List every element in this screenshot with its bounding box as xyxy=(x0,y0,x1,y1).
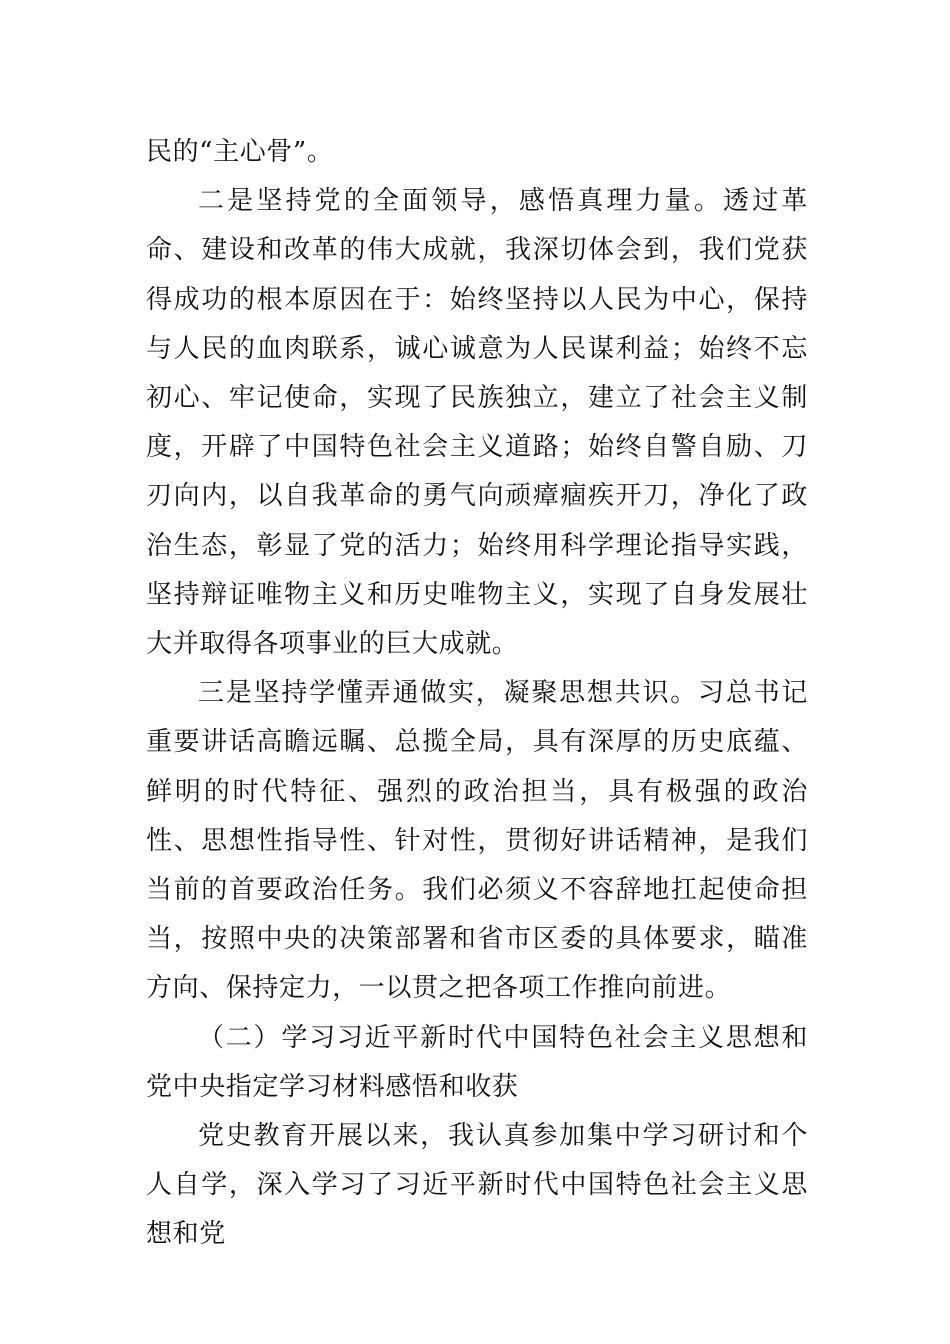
document-body xyxy=(146,128,808,1260)
paragraph-point-two: 二是坚持党的全面领导，感悟真理力量。透过革命、建设和改革的伟大成就，我深切体会到，我们党获得成功的根本原因在于：始终坚持以人民为中心，保持与人民的血肉联系，诚心诚意为人民谋利益；始终不忘初心、牢记使命，实现了民族独立，建立了社会主义制度，开辟了中国特色社会主义道路；始终自警自励、刀刃向内，以自我革命的勇气向顽瘴痼疾开刀，净化了政治生态，彰显了党的活力；始终用科学理论指导实践，坚持辩证唯物主义和历史唯物主义，实现了自身发展壮大并取得各项事业的巨大成就。 xyxy=(146,186,808,660)
paragraph-point-three: 三是坚持学懂弄通做实，凝聚思想共识。习总书记重要讲话高瞻远瞩、总揽全局，具有深厚的历史底蕴、鲜明的时代特征、强烈的政治担当，具有极强的政治性、思想性指导性、针对性，贯彻好讲话精神，是我们当前的首要政治任务。我们必须义不容辞地扛起使命担当，按照中央的决策部署和省市区委的具体要求，瞄准方向、保持定力，一以贯之把各项工作推向前进。 xyxy=(146,678,808,1004)
paragraph-study-intro: 党史教育开展以来，我认真参加集中学习研讨和个人自学，深入学习了习近平新时代中国特色社会主义思想和党 xyxy=(146,1121,808,1250)
section-heading-two: （二）学习习近平新时代中国特色社会主义思想和党中央指定学习材料感悟和收获 xyxy=(146,1022,808,1102)
paragraph-continuation: 民的“主心骨”。 xyxy=(146,137,334,167)
